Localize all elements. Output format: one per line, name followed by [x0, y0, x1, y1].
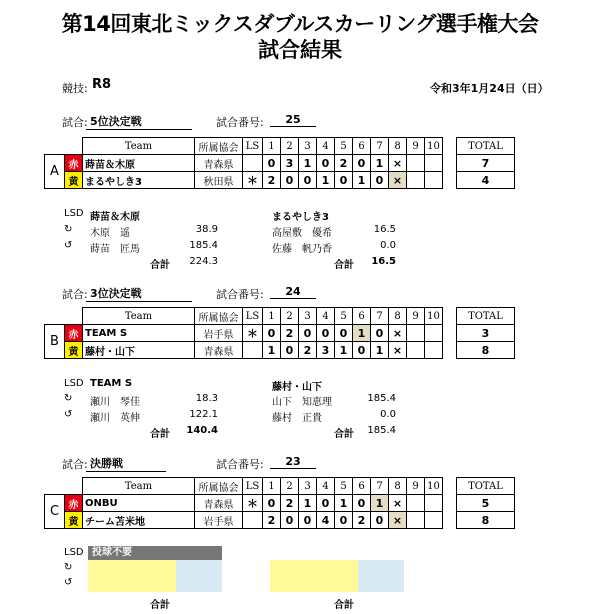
end-header: 6 — [353, 138, 371, 155]
end-score: × — [389, 495, 407, 512]
end-score — [407, 512, 425, 529]
ls-header: LS — [243, 138, 263, 155]
end-score: 2 — [281, 325, 299, 342]
team-name: チーム苫米地 — [83, 512, 195, 529]
end-header: 1 — [263, 138, 281, 155]
end-score — [425, 342, 443, 359]
assoc-header: 所属協会 — [195, 138, 243, 155]
lsd-entry-box — [88, 560, 176, 592]
team-total: 7 — [457, 155, 515, 172]
total-header: TOTAL — [457, 478, 515, 495]
lsd-player: 瀬川 英伸 — [90, 413, 140, 424]
lsd-sum: 185.4 — [367, 425, 396, 436]
end-score: 0 — [317, 495, 335, 512]
team-total: 3 — [457, 325, 515, 342]
end-score: 0 — [353, 495, 371, 512]
lsd-value: 185.4 — [367, 393, 396, 404]
end-score: 0 — [299, 172, 317, 189]
end-score: 1 — [263, 342, 281, 359]
end-header: 3 — [299, 138, 317, 155]
end-score: 1 — [353, 172, 371, 189]
end-score: 0 — [371, 512, 389, 529]
lsd-team: 藤村・山下 — [272, 382, 322, 393]
clockwise-icon: ↻ — [64, 393, 73, 404]
stone-color-yellow: 黄 — [65, 172, 83, 189]
end-score: 2 — [335, 155, 353, 172]
lsd-value: 38.9 — [195, 224, 218, 235]
lsd-sum-label: 合計 — [150, 600, 170, 611]
end-score — [425, 172, 443, 189]
game-label: 試合: — [62, 116, 88, 129]
clockwise-icon: ↻ — [64, 562, 73, 573]
lsd-label: LSD — [64, 208, 84, 219]
end-score: 3 — [317, 342, 335, 359]
end-score: × — [389, 325, 407, 342]
end-header: 7 — [371, 308, 389, 325]
stone-color-yellow: 黄 — [65, 512, 83, 529]
total-header: TOTAL — [457, 308, 515, 325]
lsd-not-required-note: 投球不要 — [88, 546, 222, 560]
scoreboard-a — [44, 137, 515, 189]
end-score — [425, 495, 443, 512]
sheet-letter: C — [45, 495, 65, 529]
team-name: ONBU — [83, 495, 195, 512]
end-header: 2 — [281, 138, 299, 155]
lsd-value: 0.0 — [380, 409, 396, 420]
end-header: 10 — [425, 478, 443, 495]
end-score: 0 — [371, 172, 389, 189]
counterclockwise-icon: ↺ — [64, 577, 73, 588]
team-assoc: 岩手県 — [195, 325, 243, 342]
team-total: 4 — [457, 172, 515, 189]
end-score — [407, 325, 425, 342]
end-score — [407, 172, 425, 189]
end-score: 0 — [281, 342, 299, 359]
end-header: 1 — [263, 308, 281, 325]
end-score: × — [389, 172, 407, 189]
last-stone — [243, 155, 263, 172]
end-score: 2 — [353, 512, 371, 529]
sheet-value: R8 — [92, 77, 112, 92]
end-score — [425, 155, 443, 172]
scoreboard-c — [44, 477, 515, 529]
sheet-letter: A — [45, 155, 65, 189]
lsd-sum-label: 合計 — [334, 429, 354, 440]
game-number: 24 — [270, 285, 316, 299]
end-score: 0 — [317, 325, 335, 342]
end-score: 0 — [281, 172, 299, 189]
end-score: 0 — [371, 325, 389, 342]
lsd-player: 高屋敷 優希 — [272, 228, 332, 239]
lsd-value: 18.3 — [195, 393, 218, 404]
end-header: 8 — [389, 138, 407, 155]
end-score: 1 — [335, 342, 353, 359]
lsd-entry-box — [176, 560, 222, 592]
lsd-label: LSD — [64, 378, 84, 389]
lsd-label: LSD — [64, 547, 84, 558]
end-score: 0 — [335, 325, 353, 342]
game-number-label: 試合番号: — [216, 288, 264, 301]
team-assoc: 青森県 — [195, 342, 243, 359]
end-score: 0 — [299, 325, 317, 342]
counterclockwise-icon: ↺ — [64, 409, 73, 420]
end-score: 0 — [263, 495, 281, 512]
counterclockwise-icon: ↺ — [64, 240, 73, 251]
team-total: 8 — [457, 512, 515, 529]
last-stone: ＊ — [243, 495, 263, 512]
end-header: 9 — [407, 138, 425, 155]
team-total: 8 — [457, 342, 515, 359]
lsd-sum: 140.4 — [186, 425, 218, 436]
lsd-player: 山下 知恵理 — [272, 397, 332, 408]
end-header: 10 — [425, 308, 443, 325]
stone-color-red: 赤 — [65, 155, 83, 172]
end-score: 1 — [371, 495, 389, 512]
end-score: × — [389, 342, 407, 359]
lsd-value: 16.5 — [373, 224, 396, 235]
game-number-label: 試合番号: — [216, 116, 264, 129]
end-score: 3 — [281, 155, 299, 172]
end-score — [407, 342, 425, 359]
team-header: Team — [83, 308, 195, 325]
team-name: 蒔苗＆木原 — [83, 155, 195, 172]
end-header: 8 — [389, 308, 407, 325]
game-name: 3位決定戦 — [86, 285, 192, 302]
lsd-sum-label: 合計 — [150, 429, 170, 440]
end-score — [425, 512, 443, 529]
last-stone: ＊ — [243, 325, 263, 342]
end-score: 0 — [353, 342, 371, 359]
end-header: 7 — [371, 478, 389, 495]
game-number: 23 — [270, 455, 316, 469]
end-header: 1 — [263, 478, 281, 495]
end-header: 9 — [407, 308, 425, 325]
lsd-entry-box — [270, 560, 358, 592]
end-score: 4 — [317, 512, 335, 529]
end-header: 7 — [371, 138, 389, 155]
end-score — [407, 155, 425, 172]
lsd-player: 藤村 正貴 — [272, 413, 322, 424]
end-score: 1 — [371, 155, 389, 172]
end-header: 5 — [335, 308, 353, 325]
lsd-player: 蒔苗 匠馬 — [90, 244, 140, 255]
lsd-sum-label: 合計 — [150, 260, 170, 271]
game-number-label: 試合番号: — [216, 458, 264, 471]
game-label: 試合: — [62, 458, 88, 471]
end-header: 4 — [317, 138, 335, 155]
assoc-header: 所属協会 — [195, 308, 243, 325]
team-name: 藤村・山下 — [83, 342, 195, 359]
end-score: 1 — [317, 172, 335, 189]
end-header: 10 — [425, 138, 443, 155]
stone-color-red: 赤 — [65, 495, 83, 512]
end-header: 4 — [317, 308, 335, 325]
lsd-team: TEAM S — [90, 378, 133, 389]
lsd-sum: 16.5 — [371, 256, 396, 267]
end-score: 1 — [371, 342, 389, 359]
document-title: 第14回東北ミックスダブルスカーリング選手権大会 — [61, 12, 539, 36]
date: 令和3年1月24日（日） — [430, 82, 549, 95]
end-score: 2 — [263, 172, 281, 189]
end-header: 2 — [281, 308, 299, 325]
end-score: 2 — [281, 495, 299, 512]
end-score: 2 — [299, 342, 317, 359]
lsd-sum: 224.3 — [189, 256, 218, 267]
lsd-value: 122.1 — [189, 409, 218, 420]
team-header: Team — [83, 138, 195, 155]
end-score: 0 — [263, 325, 281, 342]
end-header: 5 — [335, 478, 353, 495]
end-score: 1 — [353, 325, 371, 342]
team-assoc: 青森県 — [195, 155, 243, 172]
end-score: 0 — [263, 155, 281, 172]
team-assoc: 青森県 — [195, 495, 243, 512]
end-score: 1 — [335, 495, 353, 512]
sheet-letter: B — [45, 325, 65, 359]
end-header: 6 — [353, 308, 371, 325]
lsd-player: 佐藤 帆乃香 — [272, 244, 332, 255]
document-subtitle: 試合結果 — [258, 38, 342, 62]
lsd-player: 木原 遥 — [90, 228, 130, 239]
assoc-header: 所属協会 — [195, 478, 243, 495]
end-score: × — [389, 512, 407, 529]
end-header: 5 — [335, 138, 353, 155]
game-label: 試合: — [62, 288, 88, 301]
lsd-player: 瀬川 琴佳 — [90, 397, 140, 408]
stone-color-yellow: 黄 — [65, 342, 83, 359]
game-name: 決勝戦 — [86, 455, 166, 472]
lsd-value: 185.4 — [189, 240, 218, 251]
team-total: 5 — [457, 495, 515, 512]
end-score: 1 — [299, 495, 317, 512]
end-score — [407, 495, 425, 512]
end-score — [425, 325, 443, 342]
ls-header: LS — [243, 308, 263, 325]
lsd-team: まるやしき3 — [272, 212, 329, 223]
team-name: TEAM S — [83, 325, 195, 342]
sheet-label: 競技: — [62, 82, 88, 95]
lsd-sum-label: 合計 — [334, 600, 354, 611]
team-name: まるやしき3 — [83, 172, 195, 189]
end-score: 0 — [353, 155, 371, 172]
end-score: 0 — [335, 512, 353, 529]
last-stone: ＊ — [243, 172, 263, 189]
total-header: TOTAL — [457, 138, 515, 155]
end-header: 3 — [299, 308, 317, 325]
last-stone — [243, 342, 263, 359]
team-header: Team — [83, 478, 195, 495]
end-header: 6 — [353, 478, 371, 495]
team-assoc: 秋田県 — [195, 172, 243, 189]
game-name: 5位決定戦 — [86, 113, 192, 130]
lsd-entry-box — [358, 560, 404, 592]
end-score: 1 — [299, 155, 317, 172]
end-score: 2 — [263, 512, 281, 529]
game-number: 25 — [270, 113, 316, 127]
end-score: 0 — [317, 155, 335, 172]
end-header: 9 — [407, 478, 425, 495]
end-score: 0 — [335, 172, 353, 189]
end-score: × — [389, 155, 407, 172]
stone-color-red: 赤 — [65, 325, 83, 342]
team-assoc: 岩手県 — [195, 512, 243, 529]
clockwise-icon: ↻ — [64, 224, 73, 235]
last-stone — [243, 512, 263, 529]
end-header: 8 — [389, 478, 407, 495]
lsd-sum-label: 合計 — [334, 260, 354, 271]
end-header: 2 — [281, 478, 299, 495]
end-header: 3 — [299, 478, 317, 495]
end-header: 4 — [317, 478, 335, 495]
lsd-team: 蒔苗＆木原 — [90, 212, 140, 223]
lsd-value: 0.0 — [380, 240, 396, 251]
scoreboard-b — [44, 307, 515, 359]
ls-header: LS — [243, 478, 263, 495]
end-score: 0 — [281, 512, 299, 529]
end-score: 0 — [299, 512, 317, 529]
